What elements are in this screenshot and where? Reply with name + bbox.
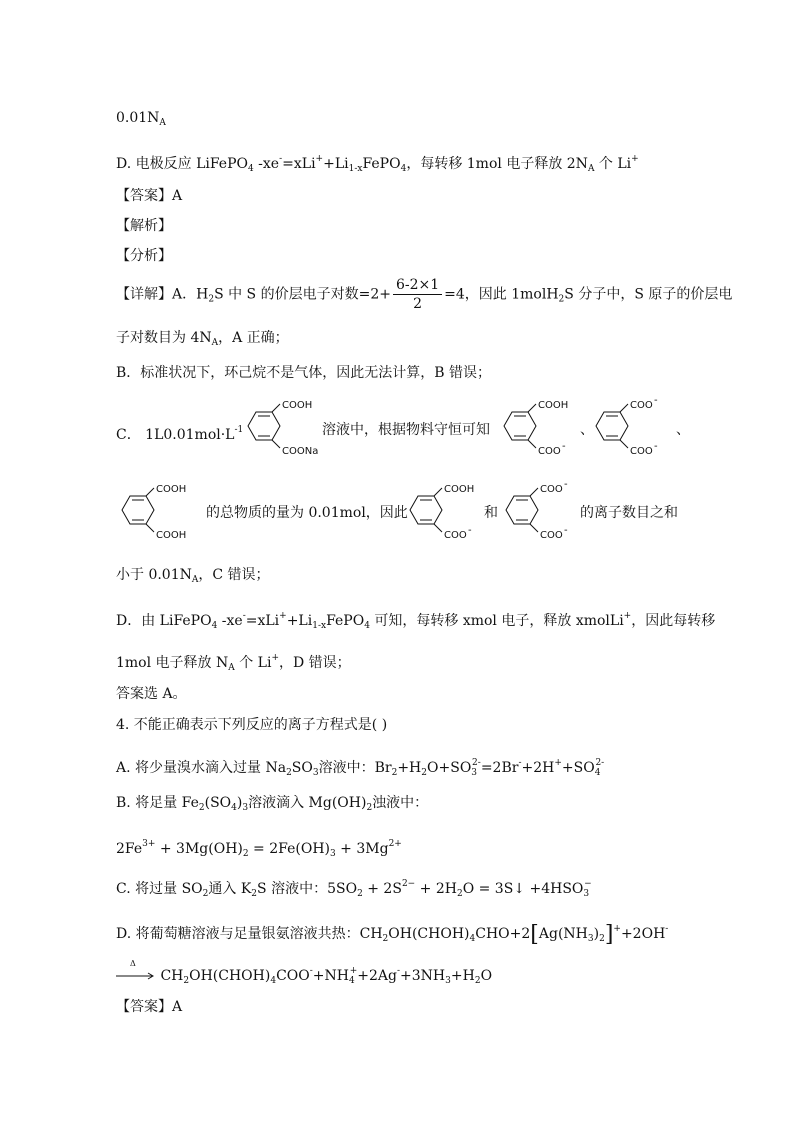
q4-option-c: C. 将过量 $SO_2$通入 $K_2S$ 溶液中：$5SO_2 + 2S^{2-} + 2H_2O$ = 3S↓ $+4HSO_3^-$	[116, 879, 592, 899]
svg-text:-: -	[562, 441, 566, 452]
svg-text:COOH: COOH	[156, 530, 187, 541]
q4-option-d: D. 将葡萄糖溶液与足量银氨溶液共热：$CH_2OH(CHOH)_4CHO+2[Ag(NH_3)_2]^++2OH^-$	[116, 922, 669, 947]
detail-c-2: 溶液中，根据物料守恒可知	[322, 422, 490, 438]
molecule-phthalate-na	[236, 398, 326, 462]
detail-b: B．标准状况下，环己烷不是气体，因此无法计算，B 错误；	[116, 365, 492, 381]
svg-text:COOH: COOH	[538, 400, 569, 411]
option-c-tail: $0.01N_A$	[116, 110, 166, 128]
molecule-hydrogen-phthalate-2	[398, 482, 488, 546]
svg-text:COOH: COOH	[282, 400, 313, 411]
sep-2: 、	[676, 422, 690, 438]
q4-option-a: A. 将少量溴水滴入过量 $Na_2SO_3$溶液中：$Br_2+H_2O+SO_3^{2-}=2Br^-+2H^++SO_4^{2-}$	[116, 758, 605, 778]
detail-d-cont: 1mol 电子释放 $N_A$ 个 Li+，D 错误；	[116, 653, 351, 673]
fenxi-heading: 【分析】	[116, 248, 172, 264]
detail-a: 【详解】A．$H_2S$ 中 S 的价层电子对数=2+ $\frac{6-2\times 1}{2}$ =4，因此 1molH$_2$S 分子中，S 原子的价层电	[116, 277, 733, 312]
molecule-phthalate-2	[494, 482, 584, 546]
svg-text:COO: COO	[444, 530, 467, 541]
svg-text:-: -	[468, 525, 472, 536]
heat-arrow: Δ	[116, 966, 156, 986]
detail-c-6: 小于 $0.01N_A$，C 错误；	[116, 567, 270, 585]
svg-text:-: -	[654, 441, 658, 452]
q4-option-b: B. 将足量 $Fe_2(SO_4)_3$溶液滴入 $Mg(OH)_2$浊液中：	[116, 795, 429, 813]
svg-text:COONa: COONa	[282, 446, 319, 457]
detail-c-3: 的总物质的量为 0.01mol，因此	[206, 505, 408, 521]
detail-c-4: 和	[484, 505, 498, 521]
molecule-hydrogen-phthalate	[492, 398, 582, 462]
sep-1: 、	[580, 422, 594, 438]
question-4: 4. 不能正确表示下列反应的离子方程式是( )	[116, 717, 388, 733]
svg-text:-: -	[654, 398, 658, 406]
q4-option-b-equation: $2Fe^{3+} + 3Mg(OH)_2 = 2Fe(OH)_3 + 3Mg^{2+}$	[116, 839, 402, 859]
option-d: D. 电极反应 LiFePO$_4$ $-xe^-=xLi^++Li_{1-x}FePO_4$，每转移 1mol 电子释放 $2N_A$ 个 Li+	[116, 154, 639, 174]
fraction: $\frac{6-2\times 1}{2}$	[393, 276, 442, 313]
analysis-heading: 【解析】	[116, 218, 172, 234]
svg-text:COO: COO	[540, 530, 563, 541]
detail-d: D．由 LiFePO$_4$ $-xe^-=xLi^++Li_{1-x}FePO_4$ 可知，每转移 xmol 电子，释放 xmolLi+，因此每转移	[116, 611, 716, 631]
detail-c-1: C． $1L0.01mol\cdot L^{-1}$	[116, 425, 244, 443]
q4-option-d-cont: Δ $CH_2OH(CHOH)_4COO^-+NH_4^++2Ag^-+3NH_3+H_2O$	[116, 961, 492, 991]
svg-text:COOH: COOH	[156, 484, 187, 495]
detail-c-5: 的离子数目之和	[580, 505, 678, 521]
svg-text:COO: COO	[538, 446, 561, 457]
answer-line-final: 【答案】A	[116, 999, 183, 1015]
molecule-phthalate	[584, 398, 674, 462]
svg-text:COO: COO	[540, 484, 563, 495]
svg-text:COOH: COOH	[444, 484, 475, 495]
molecule-phthalic-acid	[110, 482, 200, 546]
svg-text:COO: COO	[630, 400, 653, 411]
detail-a-cont: 子对数目为 $4N_A$，A 正确；	[116, 330, 289, 348]
answer-choose: 答案选 A。	[116, 686, 187, 702]
svg-text:COO: COO	[630, 446, 653, 457]
answer-line-1: 【答案】A	[116, 188, 183, 204]
svg-text:-: -	[564, 525, 568, 536]
svg-text:-: -	[564, 482, 568, 490]
